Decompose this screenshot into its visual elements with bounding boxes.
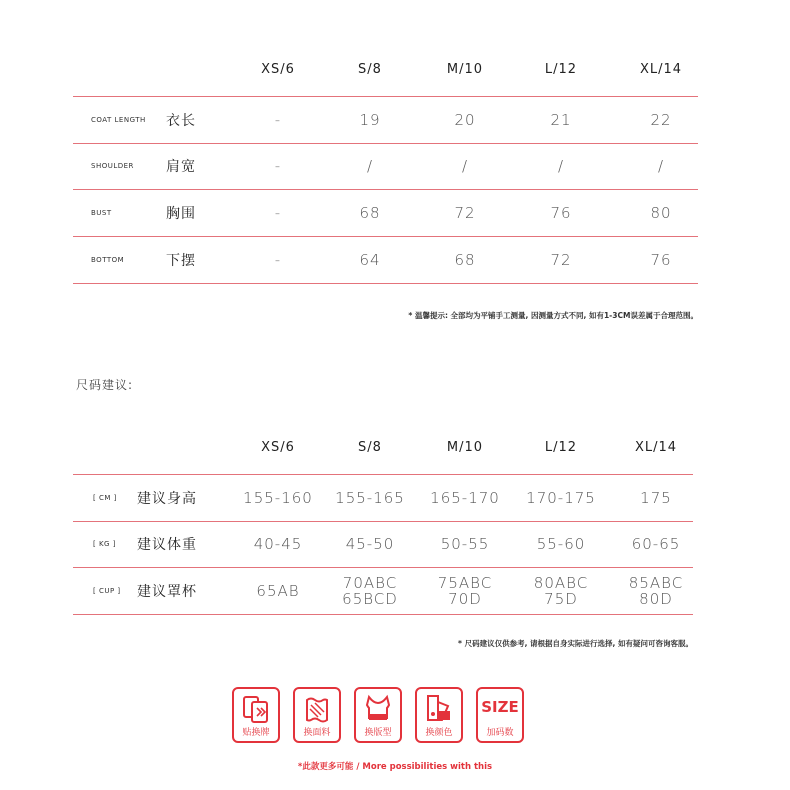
table-cell: 80: [650, 204, 672, 222]
table-row: [73, 96, 698, 144]
table-cell: 50-55: [440, 535, 490, 553]
pattern-icon: [364, 694, 392, 724]
table-cell: 21: [550, 111, 572, 129]
cell-line: 65BCD: [342, 590, 398, 608]
service-label: 贴换牌: [242, 728, 270, 738]
table-cell: 76: [650, 251, 672, 269]
row-label-cn: 衣长: [166, 113, 196, 129]
table-cell: 19: [359, 111, 381, 129]
table-cell: 60-65: [631, 535, 681, 553]
row-label-en: BOTTOM: [91, 256, 125, 264]
row-unit: [ CM ]: [93, 494, 117, 502]
table-cell: -: [274, 251, 282, 269]
cell-line: 85ABC: [628, 574, 684, 592]
cell-line: 75ABC: [437, 574, 493, 592]
service-label-tag: [232, 687, 280, 743]
size-icon: SIZE: [481, 698, 519, 716]
table-cell: 20: [454, 111, 476, 129]
service-label: 换版型: [364, 728, 392, 738]
row-unit: [ KG ]: [93, 540, 116, 548]
table-cell: [329, 575, 411, 607]
table-cell: 165-170: [430, 489, 500, 507]
size-header: M/10: [446, 62, 484, 77]
size-header: S/8: [358, 440, 382, 455]
table-cell: 64: [359, 251, 381, 269]
service-pattern: [354, 687, 402, 743]
row-label-cn: 下摆: [166, 253, 196, 269]
table-cell: 68: [454, 251, 476, 269]
table-cell: 76: [550, 204, 572, 222]
table-cell: [237, 583, 319, 599]
size-header: XL/14: [634, 440, 678, 455]
table-cell: 72: [454, 204, 476, 222]
row-label-en: BUST: [91, 209, 112, 217]
table-cell: 155-160: [243, 489, 313, 507]
service-icons: [232, 687, 522, 747]
table-row: [73, 143, 698, 190]
table-row: [73, 521, 693, 568]
table-cell: 72: [550, 251, 572, 269]
table-cell: 175: [640, 489, 672, 507]
cell-line: 70ABC: [342, 574, 398, 592]
table-cell: 55-60: [536, 535, 586, 553]
size-note: * 尺码建议仅供参考, 请根据自身实际进行选择, 如有疑问可咨询客服。: [458, 639, 693, 648]
service-label: 换面料: [303, 728, 331, 738]
fabric-icon: [303, 694, 331, 724]
table-cell: 45-50: [345, 535, 395, 553]
table-row: [73, 568, 693, 615]
service-size: [476, 687, 524, 743]
measurement-table: [73, 62, 698, 292]
row-label-cn: 建议身高: [137, 491, 197, 507]
row-label-cn: 建议体重: [137, 537, 197, 553]
table-cell: [424, 575, 506, 607]
size-header: L/12: [544, 440, 578, 455]
table-cell: /: [461, 157, 469, 175]
table-cell: 68: [359, 204, 381, 222]
measurement-note: * 温馨提示: 全部均为平铺手工测量, 因测量方式不同, 如有1-3CM误差属于合理范围。: [408, 311, 698, 320]
row-unit: [ CUP ]: [93, 587, 121, 595]
section-title: 尺码建议:: [76, 378, 134, 392]
size-header: S/8: [358, 62, 382, 77]
table-cell: 22: [650, 111, 672, 129]
footer-note: *此款更多可能 / More possibilities with this: [297, 762, 493, 772]
size-header: XS/6: [261, 62, 295, 77]
table-row: [73, 237, 698, 284]
table-cell: -: [274, 204, 282, 222]
row-label-en: SHOULDER: [91, 162, 134, 170]
table-cell: /: [657, 157, 665, 175]
table-cell: -: [274, 157, 282, 175]
cell-line: 65AB: [256, 582, 300, 600]
cell-line: 70D: [448, 590, 482, 608]
service-label: 加码数: [486, 728, 514, 738]
service-label: 换颜色: [425, 728, 453, 738]
label-tag-icon: [242, 694, 270, 724]
row-label-cn: 建议罩杯: [137, 584, 197, 600]
table-cell: -: [274, 111, 282, 129]
size-recommendation-table: [73, 440, 693, 630]
size-header: L/12: [544, 62, 578, 77]
row-label-en: COAT LENGTH: [91, 116, 146, 124]
table-cell: 40-45: [253, 535, 303, 553]
row-label-cn: 肩宽: [166, 159, 196, 175]
table-cell: /: [366, 157, 374, 175]
size-header: XS/6: [261, 440, 295, 455]
service-color: [415, 687, 463, 743]
color-swatch-icon: [425, 694, 453, 724]
table-row: [73, 474, 693, 522]
cell-line: 80D: [639, 590, 673, 608]
table-cell: [615, 575, 697, 607]
table-cell: /: [557, 157, 565, 175]
table-row: [73, 190, 698, 237]
cell-line: 75D: [544, 590, 578, 608]
table-cell: 170-175: [526, 489, 596, 507]
size-header: M/10: [446, 440, 484, 455]
table-cell: 155-165: [335, 489, 405, 507]
table-cell: [520, 575, 602, 607]
row-label-cn: 胸围: [166, 206, 196, 222]
cell-line: 80ABC: [533, 574, 589, 592]
size-header: XL/14: [639, 62, 683, 77]
service-fabric: [293, 687, 341, 743]
